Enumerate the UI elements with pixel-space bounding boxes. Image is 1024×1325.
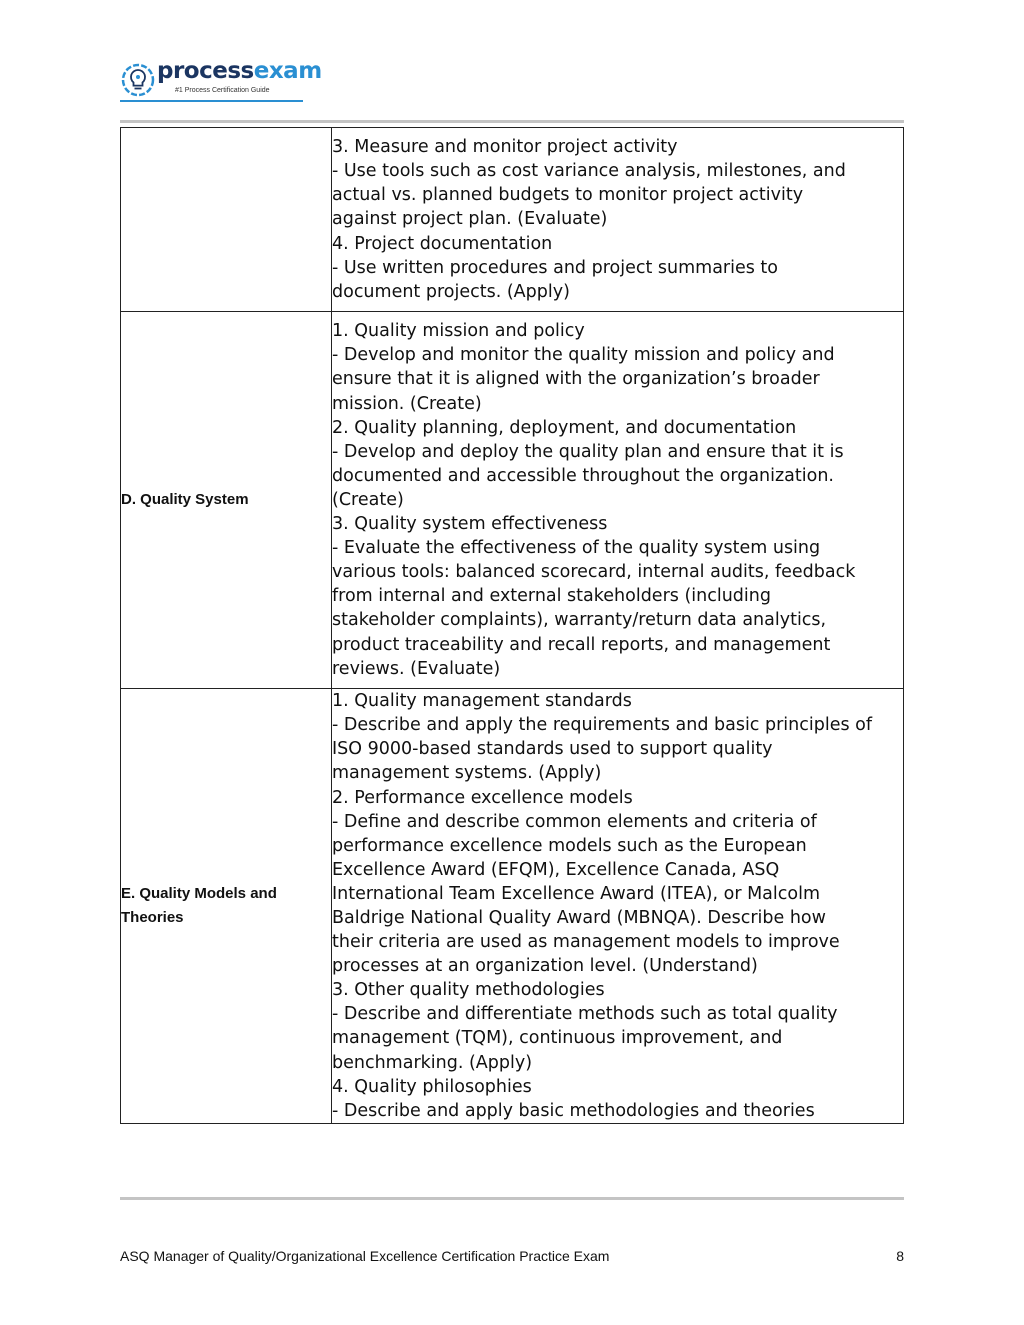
topic-label: E. Quality Models and Theories bbox=[121, 885, 277, 926]
syllabus-table bbox=[120, 127, 904, 1124]
footer-title: ASQ Manager of Quality/Organizational Excellence Certification Practice Exam bbox=[120, 1248, 610, 1264]
details-cell bbox=[332, 128, 904, 312]
details-text: 1. Quality mission and policy - Develop and monitor the quality mission and policy and ensure that it is aligned with the organization’s broader mission. (Create) 2. Quality planning, deployment, and documentation - Develop and deploy the quality plan and ensure that it is documented and accessible throughout the organization. (Create) 3. Quality system effectiveness - Evaluate the effectiveness of the quality system using various tools: balanced scorecard, internal audits, feedback from internal and external stakeholders (including stakeholder complaints), warranty/return data analytics, product traceability and recall reports, and management reviews. (Evaluate) bbox=[332, 321, 856, 679]
processexam-logo bbox=[120, 58, 322, 104]
table-row bbox=[121, 689, 904, 1124]
table-row bbox=[121, 312, 904, 689]
topic-cell bbox=[121, 689, 332, 1124]
footer-divider bbox=[120, 1197, 904, 1200]
details-text: 3. Measure and monitor project activity - Use tools such as cost variance analysis, milestones, and actual vs. planned budgets to monitor project activity against project plan. (Evaluate) 4. Project documentation - Use written procedures and project summaries to document projects. (Apply) bbox=[332, 137, 846, 302]
logo-wordmark: processexam bbox=[157, 58, 322, 84]
topic-cell bbox=[121, 128, 332, 312]
lightbulb-gear-icon bbox=[120, 62, 156, 98]
page-number: 8 bbox=[896, 1248, 904, 1264]
details-text: 1. Quality management standards - Describe and apply the requirements and basic principles of ISO 9000-based standards used to support quality management systems. (Apply) 2. Performance excellence models - Define and describe common elements and criteria of performance excellence models such as the European Excellence Award (EFQM), Excellence Canada, ASQ International Team Excellence Award (ITEA), or Malcolm Baldrige National Quality Award (MBNQA). Describe how their criteria are used as management models to improve processes at an organization level. (Understand) 3. Other quality methodologies - Describe and differentiate methods such as total quality management (TQM), continuous improvement, and benchmarking. (Apply) 4. Quality philosophies - Describe and apply basic methodologies and theories bbox=[332, 691, 873, 1121]
details-cell bbox=[332, 312, 904, 689]
details-cell bbox=[332, 689, 904, 1124]
logo-underline bbox=[120, 100, 303, 102]
topic-label: D. Quality System bbox=[121, 491, 249, 508]
topic-cell bbox=[121, 312, 332, 689]
header-divider bbox=[120, 120, 904, 123]
logo-tagline: #1 Process Certification Guide bbox=[175, 87, 270, 94]
table-row bbox=[121, 128, 904, 312]
